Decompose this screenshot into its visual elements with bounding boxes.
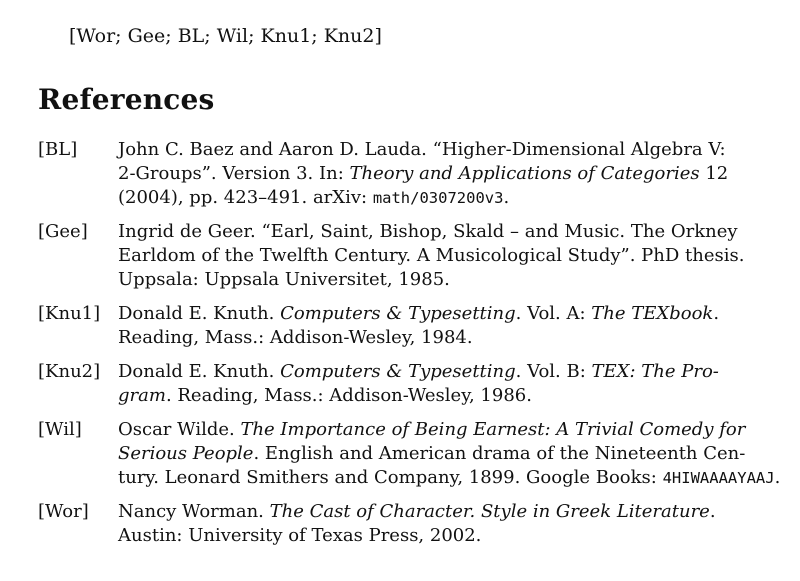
references-heading: References [38,83,215,116]
reference-segment: . Vol. B: [515,361,592,382]
reference-segment: John C. Baez and Aaron D. Lauda. “Higher-Dimensional Algebra V: [118,139,726,160]
reference-segment: . Vol. A: [515,303,592,324]
reference-segment: . [774,467,781,488]
reference-key: [Gee] [38,221,88,242]
reference-entry [38,138,788,210]
italic-title: Computers & Typesetting [280,303,516,324]
reference-text [118,138,748,210]
reference-entry [38,360,788,408]
reference-line [118,500,748,524]
reference-segment: . Reading, Mass.: Addison-Wesley, 1986. [165,385,532,406]
citation-text: [Wor; Gee; BL; Wil; Knu1; Knu2] [69,25,382,47]
reference-line [118,186,748,210]
reference-line [118,244,748,268]
reference-list [38,138,788,558]
reference-key: [Wor] [38,501,89,522]
reference-segment: Ingrid de Geer. “Earl, Saint, Bishop, Skald – and Music. The Orkney [118,221,738,242]
reference-segment: . [709,501,716,522]
reference-line [118,384,748,408]
reference-segment: . English and American drama of the Nineteenth Cen- [253,443,746,464]
italic-title: Theory and Applications of Categories [349,163,700,184]
reference-key: [Wil] [38,419,82,440]
reference-segment: . [713,303,720,324]
reference-key: [Knu1] [38,303,101,324]
identifier-code: math/0307200v3 [372,189,504,207]
reference-segment: Oscar Wilde. [118,419,241,440]
reference-line [118,442,748,466]
reference-text [118,418,781,490]
reference-entry [38,302,788,350]
italic-title: TEX: The Pro- [591,361,719,382]
reference-entry [38,220,788,292]
reference-text [118,302,748,350]
reference-key: [Knu2] [38,361,101,382]
reference-segment: Reading, Mass.: Addison-Wesley, 1984. [118,327,473,348]
reference-segment: . [503,187,510,208]
reference-segment: Donald E. Knuth. [118,361,281,382]
italic-title: Serious People [118,443,254,464]
reference-text [118,360,748,408]
reference-segment: (2004), pp. 423–491. arXiv: [118,187,373,208]
reference-line [118,418,748,442]
reference-text [118,500,748,548]
reference-segment: Earldom of the Twelfth Century. A Musicological Study”. PhD thesis. [118,245,745,266]
reference-text [118,220,748,292]
italic-title: The Cast of Character. Style in Greek Literature [269,501,710,522]
reference-line [118,220,748,244]
reference-line [118,302,748,326]
italic-title: The Importance of Being Earnest: A Trivial Comedy for [240,419,746,440]
reference-segment: Austin: University of Texas Press, 2002. [118,525,482,546]
reference-segment: 2-Groups”. Version 3. In: [118,163,350,184]
reference-line [118,466,781,490]
reference-segment: Nancy Worman. [118,501,270,522]
italic-title: Computers & Typesetting [280,361,516,382]
reference-line [118,138,748,162]
reference-segment: Uppsala: Uppsala Universitet, 1985. [118,269,450,290]
identifier-code: 4HIWAAAAYAAJ [662,469,775,487]
reference-line [118,162,748,186]
reference-entry [38,418,788,490]
reference-entry [38,500,788,548]
reference-line [118,326,748,350]
reference-line [118,360,748,384]
reference-segment: Donald E. Knuth. [118,303,281,324]
reference-segment: tury. Leonard Smithers and Company, 1899. Google Books: [118,467,663,488]
reference-segment: 12 [699,163,729,184]
reference-key: [BL] [38,139,78,160]
reference-line [118,268,748,292]
italic-title: gram [118,385,166,406]
italic-title: The TEXbook [591,303,714,324]
reference-line [118,524,748,548]
